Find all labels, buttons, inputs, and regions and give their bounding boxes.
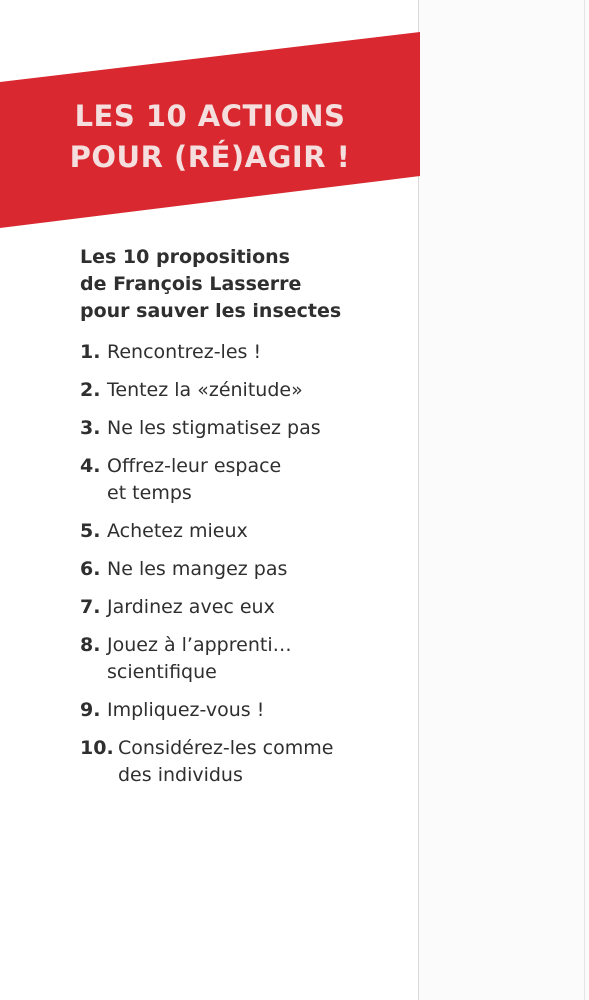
action-item-6 (80, 556, 400, 583)
action-text-line-2: scientifique (107, 661, 217, 683)
action-text (80, 415, 400, 442)
action-text-line-2: et temps (107, 482, 192, 504)
action-item-1 (80, 339, 400, 366)
action-number: 8. (80, 634, 101, 656)
action-text-line-1: Impliquez-vous ! (107, 699, 265, 721)
action-item-10 (80, 735, 400, 789)
right-panel (419, 0, 589, 1000)
actions-list (80, 339, 400, 789)
action-number: 6. (80, 558, 101, 580)
action-item-8 (80, 632, 400, 686)
action-item-2 (80, 377, 400, 404)
action-item-3 (80, 415, 400, 442)
action-item-9 (80, 697, 400, 724)
page-edge-line (584, 0, 585, 1000)
intro-line-1: Les 10 propositions (80, 246, 290, 268)
action-number: 10. (80, 737, 114, 759)
action-text-line-1: Offrez-leur espace (107, 455, 282, 477)
action-number: 4. (80, 455, 101, 477)
action-number: 7. (80, 596, 101, 618)
action-text-line-1: Jardinez avec eux (107, 596, 275, 618)
action-number: 1. (80, 341, 101, 363)
action-number: 3. (80, 417, 101, 439)
banner-title (0, 96, 420, 178)
intro-line-3: pour sauver les insectes (80, 300, 342, 322)
intro-heading (80, 244, 400, 325)
action-text-line-1: Ne les stigmatisez pas (107, 417, 321, 439)
action-text-line-1: Tentez la «zénitude» (107, 379, 303, 401)
action-text-line-1: Rencontrez-les ! (107, 341, 262, 363)
action-text (80, 377, 400, 404)
action-text (80, 594, 400, 621)
action-text (80, 632, 400, 686)
action-number: 2. (80, 379, 101, 401)
action-number: 9. (80, 699, 101, 721)
content-column (80, 244, 400, 800)
action-item-7 (80, 594, 400, 621)
banner-title-line-1: LES 10 ACTIONS (74, 99, 346, 133)
action-text-line-1: Considérez-les comme (118, 737, 334, 759)
action-text-line-2: des individus (118, 764, 243, 786)
action-text (80, 453, 400, 507)
action-text (80, 518, 400, 545)
action-text (80, 735, 400, 789)
banner-title-line-2: POUR (RÉ)AGIR ! (69, 140, 351, 174)
action-text (80, 339, 400, 366)
title-banner (0, 0, 420, 230)
action-text-line-1: Jouez à l’apprenti… (107, 634, 292, 656)
action-text (80, 697, 400, 724)
action-number: 5. (80, 520, 101, 542)
intro-line-2: de François Lasserre (80, 273, 302, 295)
action-text-line-1: Achetez mieux (107, 520, 248, 542)
action-text (80, 556, 400, 583)
action-item-4 (80, 453, 400, 507)
action-text-line-1: Ne les mangez pas (107, 558, 288, 580)
action-item-5 (80, 518, 400, 545)
